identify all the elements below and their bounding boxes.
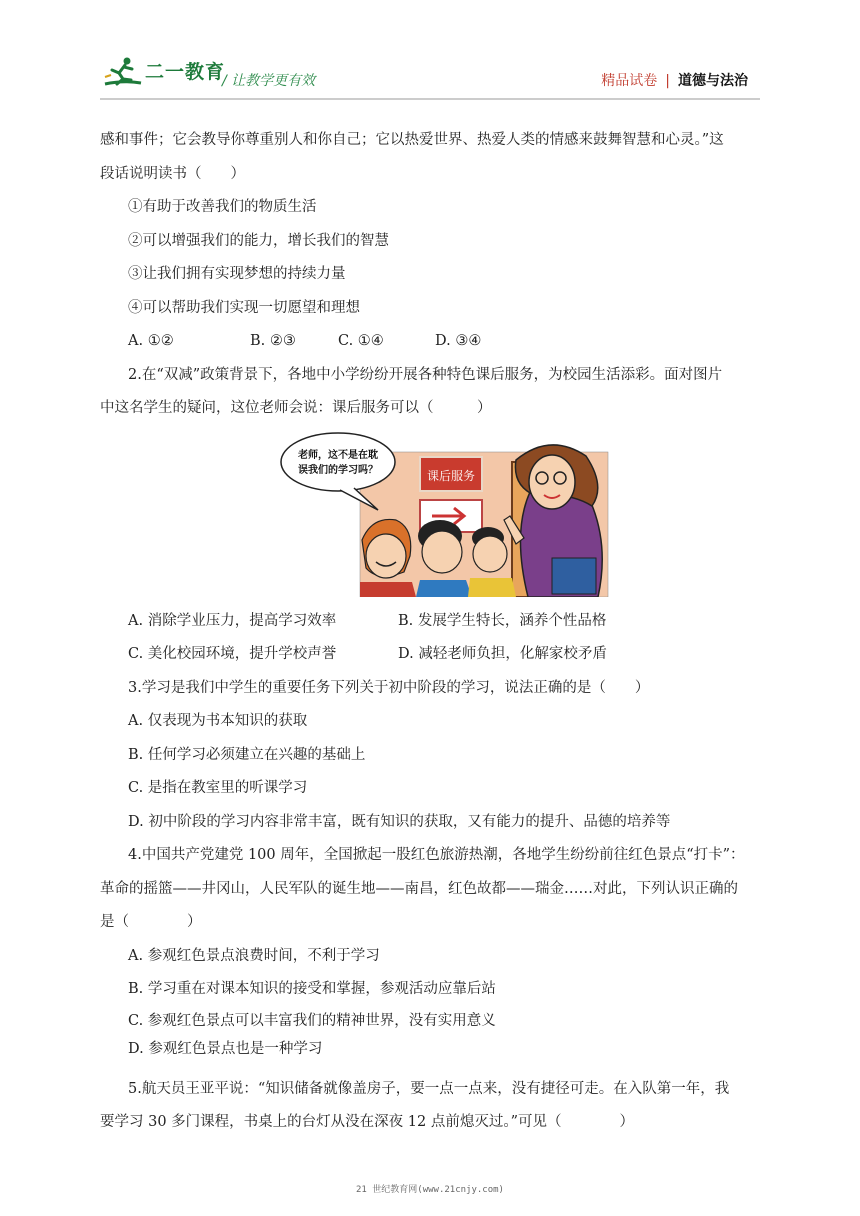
header-right: [601, 70, 748, 90]
intro-line: 感和事件；它会教导你尊重别人和你自己；它以热爱世界、热爱人类的情感来鼓舞智慧和心灵。”这: [100, 132, 724, 148]
option-b: B. ②③: [250, 333, 296, 349]
classroom-cartoon-image: [280, 432, 610, 597]
subject-label: 道德与法治: [678, 73, 748, 89]
statement-item: ③让我们拥有实现梦想的持续力量: [128, 266, 346, 282]
header-separator: |: [665, 73, 670, 89]
sign-text: 课后服务: [426, 468, 476, 483]
question-stem: 4.中国共产党建党 100 周年，全国掀起一股红色旅游热潮，各地学生纷纷前往红色景点“打卡”：: [128, 847, 745, 863]
logo-text: 二一教育: [145, 61, 226, 83]
slogan: / 让教学更有效: [222, 73, 316, 89]
question-stem: 中这名学生的疑问，这位老师会说：课后服务可以（ ）: [100, 400, 492, 416]
option-b: B. 任何学习必须建立在兴趣的基础上: [128, 746, 366, 763]
page-footer: 21 世纪教育网(www.21cnjy.com): [356, 1185, 504, 1195]
statement-item: ②可以增强我们的能力，增长我们的智慧: [128, 232, 389, 249]
bubble-line-2: 误我们的学习吗？: [298, 464, 378, 476]
intro-line: 段话说明读书（ ）: [100, 165, 245, 182]
option-c: C. 参观红色景点可以丰富我们的精神世界，没有实用意义: [128, 1012, 496, 1029]
q2-options-row: [100, 638, 765, 672]
option-c: C. ①④: [338, 333, 384, 349]
option-b: B. 发展学生特长，涵养个性品格: [398, 612, 607, 629]
option-c: C. 美化校园环境，提升学校声誉: [128, 646, 337, 662]
question-stem: 要学习 30 多门课程，书桌上的台灯从没在深夜 12 点前熄灭过。”可见（ ）: [100, 1114, 634, 1130]
question-stem: 3.学习是我们中学生的重要任务下列关于初中阶段的学习，说法正确的是（ ）: [128, 679, 650, 696]
option-a: A. ①②: [128, 333, 174, 349]
question-stem: 5.航天员王亚平说：“知识储备就像盖房子，要一点一点来，没有捷径可走。在入队第一年，我: [128, 1080, 730, 1097]
question-stem: 是（ ）: [100, 914, 202, 930]
q2-options-row: [100, 605, 765, 639]
option-d: D. ③④: [435, 333, 482, 349]
option-b: B. 学习重在对课本知识的接受和掌握，参观活动应靠后站: [128, 981, 496, 997]
page-header: [0, 0, 860, 110]
option-d: D. 减轻老师负担，化解家校矛盾: [398, 646, 607, 662]
option-a: A. 消除学业压力，提高学习效率: [128, 612, 337, 629]
statement-item: ④可以帮助我们实现一切愿望和理想: [128, 299, 360, 316]
option-d: D. 初中阶段的学习内容非常丰富，既有知识的获取，又有能力的提升、品德的培养等: [128, 813, 671, 830]
q1-options: [100, 325, 765, 359]
option-a: A. 仅表现为书本知识的获取: [128, 713, 308, 729]
paper-tag: 精品试卷: [601, 73, 658, 89]
question-stem: 2.在“双减”政策背景下，各地中小学纷纷开展各种特色课后服务，为校园生活添彩。面对图片: [128, 366, 723, 383]
bubble-line-1: 老师，这不是在耽: [298, 449, 378, 461]
question-stem: 革命的摇篮——井冈山，人民军队的诞生地——南昌，红色故都——瑞金……对此，下列认识正确的: [100, 880, 738, 897]
option-c: C. 是指在教室里的听课学习: [128, 780, 308, 796]
option-d: D. 参观红色景点也是一种学习: [128, 1040, 323, 1057]
document-body: [100, 124, 765, 1140]
runner-logo-icon: [103, 56, 143, 88]
statement-item: ①有助于改善我们的物质生活: [128, 199, 317, 215]
option-a: A. 参观红色景点浪费时间，不利于学习: [128, 947, 380, 964]
cartoon-figure: [280, 432, 610, 597]
header-divider: [100, 98, 760, 100]
